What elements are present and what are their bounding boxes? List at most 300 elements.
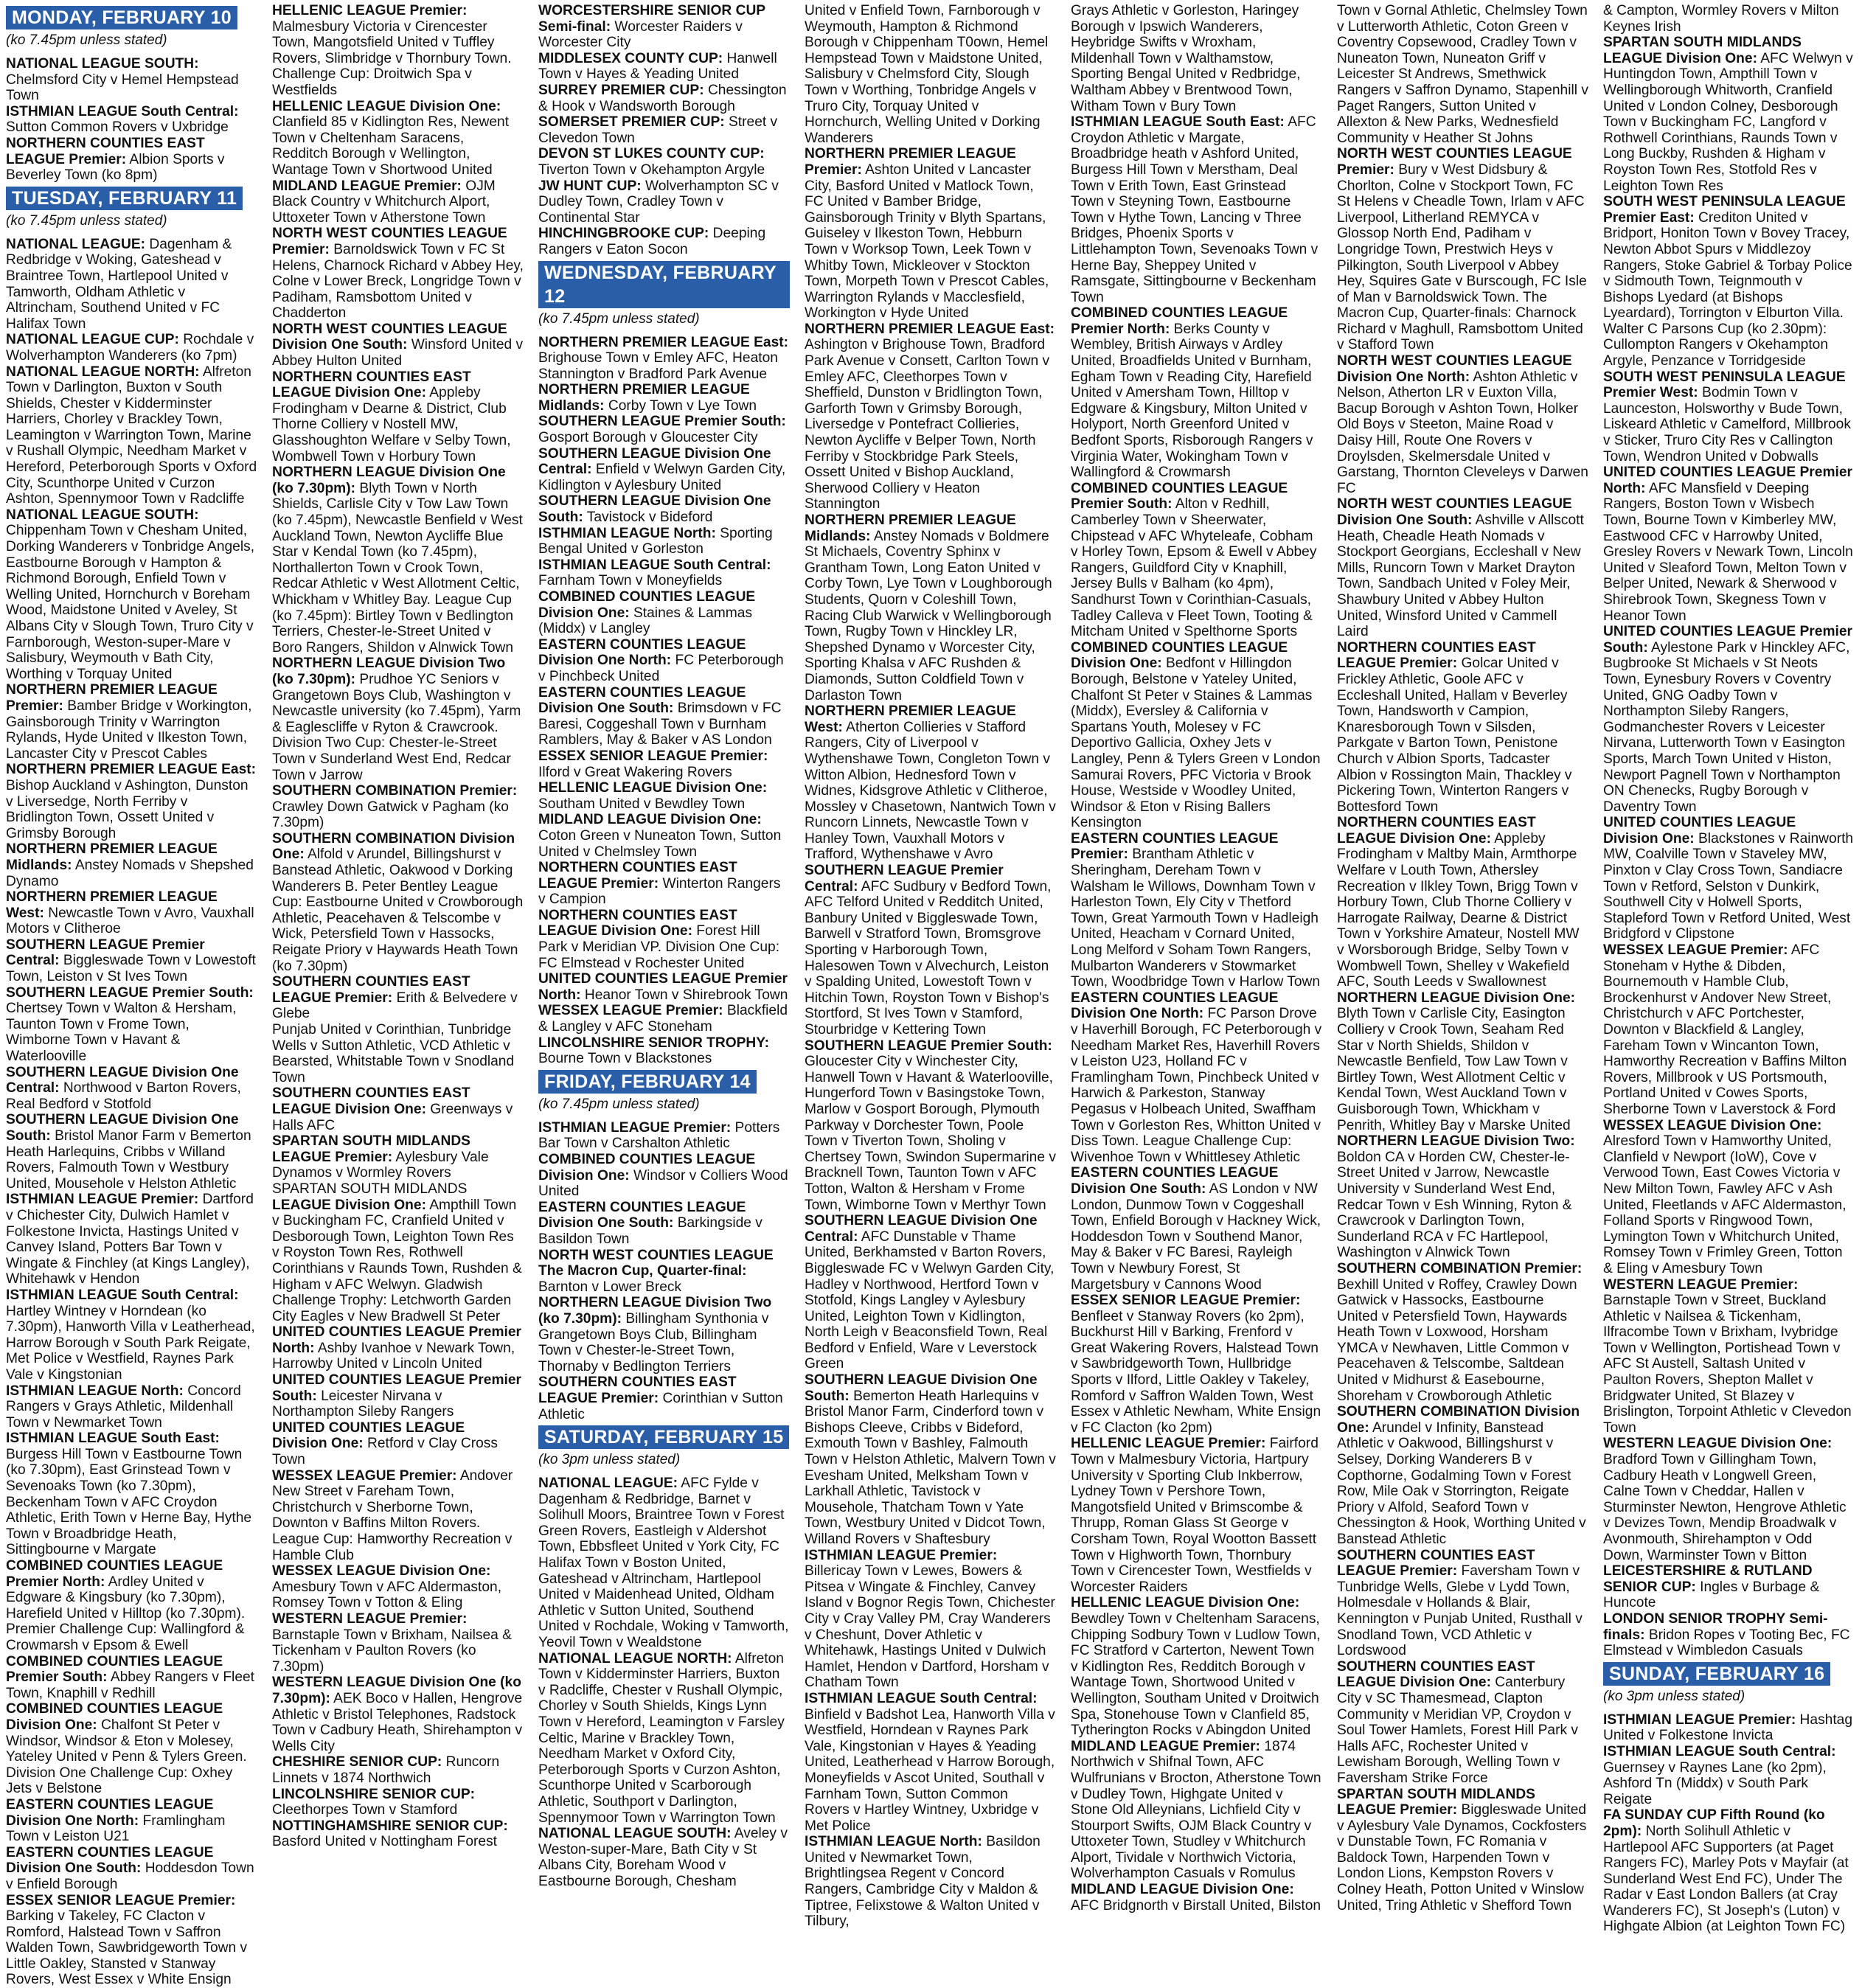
fixture-entry <box>1337 1133 1588 1261</box>
fixture-entry <box>272 1198 524 1325</box>
fixture-list: Binfield v Badshot Lea, Hanworth Villa v Westfield, Horndean v Raynes Park Vale, Kingstonian v Hayes & Yeading United, Leatherhead v Harrow Borough, Moneyfields v Ascot United, Southall v Farnham Town, Sutton Common Rovers v Hartley Wintney, Uxbridge v Met Police <box>805 1707 1055 1834</box>
fixture-entry <box>538 860 790 908</box>
competition-name: COMBINED COUNTIES LEAGUE Division One: <box>538 589 755 621</box>
competition-name: SOUTHERN COMBINATION Premier: <box>272 783 517 799</box>
fixture-list: Golcar United v Frickley Athletic, Goole AFC v Eccleshall United, Hallam v Beverley Town, Handsworth v Campion, Knaresborough Town v Silsden, Parkgate v Barton Town, Penistone Church v Albion Sports, Tadcaster Albion v Rossington Main, Thackley v Pickering Town, Winterton Rangers v Bottesford Town <box>1337 656 1572 814</box>
fixture-list: Town v Gornal Athletic, Chelmsley Town v Lutterworth Athletic, Coton Green v Coventry Copsewood, Cradley Town v Nuneaton Town, Nuneaton Griff v Leicester St Andrews, Smethwick Rangers v Saffron Dynamo, Stapenhill v Paget Rangers, Sutton United v Allexton & New Parks, Wednesfield Community v Heather St Johns <box>1337 3 1588 146</box>
fixture-list: Deeping Rangers v Eaton Socon <box>538 226 765 257</box>
fixture-list: Greenways v Halls AFC <box>272 1102 513 1133</box>
fixture-entry <box>1603 1611 1855 1659</box>
fixture-list: FC Peterborough v Pinchbeck United <box>538 653 784 684</box>
fixture-entry <box>538 1003 790 1035</box>
fixture-entry <box>272 1818 524 1850</box>
competition-name: EASTERN COUNTIES LEAGUE Division One South: <box>1071 1165 1278 1197</box>
competition-name: NORTHERN LEAGUE Division Two (ko 7.30pm): <box>272 656 505 687</box>
fixture-entry <box>1071 1882 1322 1914</box>
fixture-entry <box>1603 1563 1855 1611</box>
competition-name: DEVON ST LUKES COUNTY CUP: <box>538 146 765 161</box>
fixture-list: Alfreton Town v Kidderminster Harriers, Buxton v Radcliffe, Chester v Rushall Olympic, Chorley v South Shields, Kings Lynn Town v Hereford, Leamington v Farsley Celtic, Marine v Brackley Town, Needham Market v Oxford City, Peterborough Sports v Curzon Ashton, Scunthorpe United v Scarborough Athletic, Southport v Darlington, Spennymoor Town v Warrington Town <box>538 1651 785 1826</box>
fixture-list: Canterbury City v SC Thamesmead, Clapton Community v Meridian VP, Croydon v Soul Tower Hamlets, Forest Hill Park v Halls AFC, Rochester United v Lewisham Borough, Welling Town v Faversham Strike Force <box>1337 1675 1578 1786</box>
fixture-entry <box>538 748 790 780</box>
fixture-list: Newcastle Town v Avro, Vauxhall Motors v Clitheroe <box>6 906 254 937</box>
fixture-entry <box>272 1468 524 1564</box>
fixture-list: Bourne Town v Blackstones <box>538 1051 712 1066</box>
fixture-entry <box>6 937 257 985</box>
fixture-entry <box>805 703 1056 863</box>
fixtures-column-4 <box>805 3 1056 1888</box>
competition-name: SURREY PREMIER CUP: <box>538 83 704 98</box>
fixture-entry <box>1337 146 1588 353</box>
fixture-entry <box>6 841 257 889</box>
fixture-list: Sutton Common Rovers v Uxbridge <box>6 119 229 135</box>
competition-name: NOTTINGHAMSHIRE SENIOR CUP: <box>272 1818 508 1834</box>
competition-name: NORTHERN PREMIER LEAGUE Midlands: <box>805 512 1016 544</box>
fixture-entry <box>1603 815 1855 942</box>
fixture-list: Burgess Hill Town v Eastbourne Town (ko 7.30pm), East Grinstead Town v Sevenoaks Town (ko 7.30pm), Beckenham Town v AFC Croydon Athletic, Erith Town v Herne Bay, Hythe Town v Broadbridge Heath, Sittingbourne v Margate <box>6 1447 251 1558</box>
fixture-entry <box>538 114 790 146</box>
fixture-entry <box>805 1834 1056 1930</box>
day-block <box>6 3 257 49</box>
competition-name: NORTHERN PREMIER LEAGUE West: <box>805 703 1016 735</box>
fixture-entry <box>6 237 257 333</box>
fixture-list: Hanwell Town v Hayes & Yeading United <box>538 51 777 83</box>
competition-name: MIDLAND LEAGUE Division One: <box>1071 1882 1294 1897</box>
competition-name: SOUTHERN COUNTIES EAST LEAGUE Premier: <box>272 974 470 1006</box>
fixture-list: Alfreton Town v Darlington, Buxton v South Shields, Chester v Kidderminster Harriers, Chorley v Brackley Town, Leamington v Warrington Town, Marine v Rushall Olympic, Needham Market v Hereford, Peterborough Sports v Oxford City, Scunthorpe United v Curzon Ashton, Spennymoor Town v Radcliffe <box>6 364 257 507</box>
competition-name: NORTHERN PREMIER LEAGUE Premier: <box>6 682 218 714</box>
fixture-entry <box>538 226 790 257</box>
competition-name: ISTHMIAN LEAGUE North: <box>805 1834 982 1849</box>
fixture-entry <box>6 1845 257 1893</box>
fixture-list: Benfleet v Stanway Rovers (ko 2pm), Buckhurst Hill v Barking, Frenford v Great Wakering Rovers, Halstead Town v Sawbridgeworth Town, Hullbridge Sports v Ilford, Little Oakley v Takeley, Romford v Saffron Walden Town, West Essex v Athletic Newham, White Ensign v FC Clacton (ko 2pm) <box>1071 1309 1321 1436</box>
competition-name: ISTHMIAN LEAGUE South East: <box>1071 114 1285 130</box>
fixture-entry <box>272 1420 524 1468</box>
fixture-list: OJM Black Country v Whitchurch Alport, Uttoxeter Town v Atherstone Town <box>272 178 496 226</box>
fixture-list: Corby Town v Lye Town <box>605 398 757 414</box>
fixture-entry <box>538 685 790 748</box>
competition-name: NORTHERN COUNTIES EAST LEAGUE Premier: <box>1337 640 1536 672</box>
fixture-entry <box>538 812 790 860</box>
competition-name: CHESHIRE SENIOR CUP: <box>272 1754 442 1770</box>
fixture-list: Sporting Bengal United v Gorleston <box>538 526 773 557</box>
fixture-entry <box>6 1192 257 1287</box>
fixture-entry <box>1603 1277 1855 1436</box>
fixture-entry <box>805 1548 1056 1691</box>
competition-name: WESTERN LEAGUE Division One (ko 7.30pm): <box>272 1675 521 1706</box>
fixture-entry <box>6 1065 257 1113</box>
day-header: MONDAY, FEBRUARY 10 <box>6 6 237 29</box>
fixture-list: Atherton Collieries v Stafford Rangers, City of Liverpool v Wythenshawe Town, Congleton Town v Witton Albion, Hednesford Town v Widnes, Kidsgrove Athletic v Clitheroe, Mossley v Chasetown, Nantwich Town v Runcorn Linnets, Newcastle Town v Hanley Town, Vauxhall Motors v Trafford, Wythenshawe v Avro <box>805 720 1056 863</box>
fixture-list: Appleby Frodingham v Maltby Main, Armthorpe Welfare v Louth Town, Athersley Recreation v Ilkley Town, Brigg Town v Horbury Town, Club Thorne Colliery v Harrogate Railway, Dearne & District Town v Yorkshire Amateur, Nostell MW v Worsborough Bridge, Selby Town v Wombwell Town, Shelley v Wakefield AFC, South Leeds v Swallownest <box>1337 831 1579 990</box>
fixture-list: Hashtag United v Folkestone Invicta <box>1603 1712 1852 1744</box>
fixture-list: Barnstaple Town v Street, Buckland Athletic v Nailsea & Tickenham, Ilfracombe Town v Brixham, Ivybridge Town v Wellington, Portishead Town v AFC St Austell, Saltash United v Paulton Rovers, Shepton Mallet v Bridgwater United, St Blazey v Brislington, Torpoint Athletic v Clevedon Town <box>1603 1293 1852 1436</box>
fixture-entry <box>805 1372 1056 1548</box>
fixture-list: AFC Mansfield v Deeping Rangers, Boston Town v Wisbech Town, Bourne Town v Kimberley MW, Eastwood CFC v Harrowby United, Gresley Rovers v Newark Town, Lincoln United v Sleaford Town, Melton Town v Belper United, Newark & Sherwood v Shirebrook Town, Skegness Town v Heanor Town <box>1603 481 1853 624</box>
competition-name: NATIONAL LEAGUE NORTH: <box>538 1651 732 1666</box>
fixture-list: Blackstones v Rainworth MW, Coalville Town v Staveley MW, Pinxton v Clay Cross Town, Sandiacre Town v Retford, Selston v Dunkirk, Southwell City v Holwell Sports, Stapleford Town v Retford United, West Bridgford v Clipstone <box>1603 831 1853 942</box>
competition-name: SPARTAN SOUTH MIDLANDS LEAGUE Premier: <box>1337 1787 1535 1818</box>
fixture-list: Brighouse Town v Emley AFC, Heaton Stannington v Bradford Park Avenue <box>538 350 778 382</box>
competition-name: SOUTHERN LEAGUE Division One South: <box>538 493 771 525</box>
fixture-entry <box>538 414 790 445</box>
fixture-list: Bewdley Town v Cheltenham Saracens, Chipping Sodbury Town v Ludlow Town, FC Stratford v Carterton, Newent Town v Kidlington Res, Redditch Borough v Wantage Town, Shortwood United v Wellington, Southam United v Droitwich Spa, Stonehouse Town v Clanfield 85, Tytherington Rocks v Abingdon United <box>1071 1611 1320 1738</box>
competition-name: NORTH WEST COUNTIES LEAGUE Premier: <box>272 226 507 257</box>
competition-name: UNITED COUNTIES LEAGUE Division One: <box>272 1420 465 1452</box>
fixture-list: Amesbury Town v AFC Aldermaston, Romsey Town v Totton & Eling <box>272 1579 501 1611</box>
fixture-entry <box>1603 624 1855 815</box>
fixture-list: Southam United v Bewdley Town <box>538 796 745 812</box>
competition-name: EASTERN COUNTIES LEAGUE Division One South: <box>538 685 746 717</box>
fixture-list: Bodmin Town v Launceston, Holsworthy v Bude Town, Liskeard Athletic v Camelford, Millbrook v Sticker, Truro City Res v Callington Town, Wendron United v Dobwalls <box>1603 385 1851 464</box>
fixture-list: Framlingham Town v Leiston U21 <box>6 1813 225 1845</box>
competition-name: SOUTHERN LEAGUE Premier Central: <box>805 863 1004 894</box>
competition-name: SOUTHERN LEAGUE Division One Central: <box>805 1213 1038 1245</box>
competition-name: HELLENIC LEAGUE Division One: <box>272 99 501 114</box>
day-block <box>1603 1659 1855 1705</box>
competition-name: NORTHERN COUNTIES EAST LEAGUE Premier: <box>538 860 737 892</box>
fixture-list: Crawley Down Gatwick v Pagham (ko 7.30pm) <box>272 799 509 831</box>
fixture-entry <box>1071 1165 1322 1293</box>
fixture-entry <box>272 1754 524 1786</box>
fixture-entry <box>1603 1744 1855 1807</box>
fixture-list: North Solihull Athletic v Hartlepool AFC Supporters (at Paget Rangers FC), Marley Pots v Mayfair (at Sunderland West End FC), Under The Radar v East London Ballers (at Cray Wanderers FC), St Joseph's (Luton) v Highgate Albion (at Leighton Town FC) <box>1603 1824 1849 1935</box>
competition-name: EASTERN COUNTIES LEAGUE Division One South: <box>538 1200 746 1231</box>
fixture-list: Heanor Town v Shirebrook Town <box>581 987 788 1003</box>
competition-name: SOUTHERN COUNTIES EAST LEAGUE Premier: <box>538 1374 737 1406</box>
fixture-list: Bristol Manor Farm v Bemerton Heath Harlequins, Cribbs v Willand Rovers, Falmouth Town v Westbury United, Mousehole v Helston Athletic <box>6 1128 251 1192</box>
fixture-entry <box>538 493 790 525</box>
competition-name: ISTHMIAN LEAGUE Premier: <box>6 1192 198 1207</box>
fixture-entry <box>272 783 524 831</box>
competition-name: LONDON SENIOR TROPHY Semi-finals: <box>1603 1611 1828 1643</box>
fixture-entry <box>1071 1739 1322 1882</box>
fixture-entry <box>6 1383 257 1431</box>
competition-name: ISTHMIAN LEAGUE North: <box>6 1383 184 1399</box>
fixture-list: Biggleswade United v Aylesbury Vale Dynamos, Cockfosters v Dunstable Town, FC Romania v Baldock Town, Harpenden Town v London Lions, Kempston Rovers v Colney Heath, Potton United v Winslow United, Tring Athletic v Shefford Town <box>1337 1802 1586 1914</box>
fixture-list: Ashington v Brighouse Town, Bradford Park Avenue v Consett, Carlton Town v Emley AFC, Cleethorpes Town v Sheffield, Dunston v Bridlington Town, Garforth Town v Grimsby Borough, Liversedge v Pontefract Collieries, Newton Aycliffe v Belper Town, North Ferriby v Stockbridge Park Steels, Ossett United v Bishop Auckland, Sherwood Colliery v Heaton Stannington <box>805 337 1049 512</box>
competition-name: NORTHERN PREMIER LEAGUE Midlands: <box>538 382 750 414</box>
competition-name: WORCESTERSHIRE SENIOR CUP Semi-final: <box>538 3 765 35</box>
fixture-entry <box>1071 114 1322 305</box>
competition-name: SOUTHERN LEAGUE Division One South: <box>6 1112 239 1144</box>
fixture-entry <box>538 557 790 589</box>
fixture-list: Basildon United v Newmarket Town, Brightlingsea Regent v Concord Rangers, Cambridge City v Maldon & Tiptree, Felixstowe & Walton United v Tilbury, <box>805 1834 1041 1929</box>
fixture-list: Berks County v Wembley, British Airways v Ardley United, Broadfields United v Burnham, Egham Town v Reading City, Harefield United v Amersham Town, Hilltop v Edgware & Kingsbury, Milton United v Holyport, North Greenford United v Bedfont Sports, Risborough Rangers v Virginia Water, Wokingham Town v Wallingford & Crowmarsh <box>1071 322 1313 480</box>
fixture-entry <box>1337 1659 1588 1787</box>
fixture-entry <box>272 656 524 783</box>
fixture-entry <box>6 1797 257 1845</box>
fixture-list: United v Enfield Town, Farnborough v Weymouth, Hampton & Richmond Borough v Chippenham T0own, Hemel Hempstead Town v Maidstone United, Salisbury v Chelmsford City, Slough Town v Worthing, Tonbridge Angels v Truro City, Torquay United v Hornchurch, Welling United v Dorking Wanderers <box>805 3 1048 146</box>
fixture-list: Aylesbury Vale Dynamos v Wormley Rovers <box>272 1150 489 1181</box>
competition-name: COMBINED COUNTIES LEAGUE Division One: <box>6 1701 223 1733</box>
competition-name: SOUTHERN LEAGUE Premier South: <box>805 1038 1052 1054</box>
fixture-entry <box>272 1324 524 1372</box>
kickoff-note: (ko 7.45pm unless stated) <box>538 1096 790 1113</box>
kickoff-note: (ko 7.45pm unless stated) <box>6 213 257 229</box>
competition-name: LINCOLNSHIRE SENIOR TROPHY: <box>538 1035 769 1051</box>
competition-name: SOUTHERN LEAGUE Division One Central: <box>6 1065 239 1096</box>
fixture-entry <box>6 104 257 136</box>
fixture-entry <box>538 335 790 383</box>
fixture-entry <box>6 1431 257 1558</box>
fixture-list: Barnton v Lower Breck <box>538 1279 681 1295</box>
fixture-entry <box>1337 1787 1588 1914</box>
competition-name: NORTH WEST COUNTIES LEAGUE Division One South: <box>272 322 507 353</box>
fixture-list: AFC Welwyn v Huntingdon Town, Ampthill Town v Wellingborough Whitworth, Cranfield United v London Colney, Desborough Town v Buckingham FC, Langford v Rothwell Corinthians, Raunds Town v Long Buckby, Rushden & Higham v Royston Town Res, Stotfold Res v Leighton Town Res <box>1603 51 1853 194</box>
competition-name: WESSEX LEAGUE Premier: <box>538 1003 723 1018</box>
fixture-list: Forest Hill Park v Meridian VP. Division One Cup: FC Elmstead v Rochester United <box>538 923 779 970</box>
fixtures-column-7 <box>1603 3 1855 1888</box>
competition-name: COMBINED COUNTIES LEAGUE Division One: <box>1071 640 1288 672</box>
competition-name: HELLENIC LEAGUE Division One: <box>1071 1595 1299 1610</box>
fixture-list: Corinthian v Sutton Athletic <box>538 1391 783 1422</box>
fixture-entry <box>6 1112 257 1192</box>
competition-name: NORTHERN PREMIER LEAGUE West: <box>6 889 218 921</box>
fixture-entry <box>1337 496 1588 639</box>
competition-name: MIDLAND LEAGUE Premier: <box>272 178 462 194</box>
competition-name: SOUTHERN LEAGUE Division One South: <box>805 1372 1038 1404</box>
fixture-entry <box>805 146 1056 322</box>
fixture-entry <box>1071 1436 1322 1595</box>
competition-name: FA SUNDAY CUP Fifth Round (ko 2pm): <box>1603 1807 1825 1839</box>
fixture-list: Bishop Auckland v Ashington, Dunston v Liversedge, North Ferriby v Bridlington Town, Ossett United v Grimsby Borough <box>6 778 249 841</box>
fixture-list: Blyth Town v North Shields, Carlisle City v Tow Law Town (ko 7.45pm), Newcastle Benfield v West Auckland Town, Newton Aycliffe Blue Star v Kendal Town (ko 7.45pm), Northallerton Town v Crook Town, Redcar Athletic v West Allotment Celtic, Whickham v Whitley Bay. League Cup (ko 7.45pm): Birtley Town v Bedlington Terriers, Chester-le-Street United v Boro Rangers, Shildon v Alnwick Town <box>272 481 523 656</box>
fixture-entry <box>1071 990 1322 1166</box>
fixture-entry <box>1337 1404 1588 1547</box>
fixture-entry <box>1603 1118 1855 1277</box>
fixture-list: Aylestone Park v Hinckley AFC, Bugbrooke St Michaels v St Neots Town, Eynesbury Rovers v Coventry United, GNG Oadby Town v Northampton Sileby Rangers, Godmanchester Rovers v Leicester Nirvana, Lutterworth Town v Easington Sports, March Town United v Histon, Newport Pagnell Town v Northampton ON Chenecks, Rugby Borough v Daventry Town <box>1603 640 1849 815</box>
fixture-entry <box>1337 1548 1588 1659</box>
fixture-list: Erith & Belvedere v Glebe <box>272 990 518 1022</box>
fixture-entry <box>1337 990 1588 1133</box>
fixture-entry <box>1071 3 1322 114</box>
fixture-list: Fairford Town v Malmesbury Victoria, Hartpury University v Sporting Club Inkberrow, Lydney Town v Pershore Town, Mangotsfield United v Brimscombe & Thrupp, Roman Glass St George v Corsham Town, Royal Wootton Bassett Town v Highworth Town, Thornbury Town v Cirencester Town, Westfields v Worcester Raiders <box>1071 1436 1319 1594</box>
competition-name: WESSEX LEAGUE Division One: <box>1603 1118 1821 1133</box>
competition-name: NATIONAL LEAGUE SOUTH: <box>538 1826 732 1841</box>
fixture-entry <box>538 446 790 494</box>
fixture-list: Blyth Town v Carlisle City, Easington Colliery v Crook Town, Seaham Red Star v North Shields, Shildon v Newcastle Benfield, Tow Law Town v Birtley Town, West Allotment Celtic v Kendal Town, West Auckland Town v Guisborough Town, Whickham v Penrith, Whitley Bay v Marske United <box>1337 1006 1571 1133</box>
fixture-list: Dartford v Chichester City, Dulwich Hamlet v Folkestone Invicta, Hastings United v Canvey Island, Potters Bar Town v Wingate & Finchley (at Kings Langley), Whitehawk v Hendon <box>6 1192 254 1287</box>
fixture-entry <box>538 1295 790 1374</box>
fixture-list: AFC Fylde v Dagenham & Redbridge, Barnet v Solihull Moors, Braintree Town v Forest Green Rovers, Eastleigh v Aldershot Town, Ebbsfleet United v York City, FC Halifax Town v Boston United, Gateshead v Altrincham, Hartlepool United v Maidenhead United, Oldham Athletic v Sutton United, Southend United v Rochdale, Woking v Tamworth, Yeovil Town v Wealdstone <box>538 1476 789 1650</box>
competition-name: EASTERN COUNTIES LEAGUE Division One North: <box>1071 990 1278 1022</box>
fixture-list: Bemerton Heath Harlequins v Bristol Manor Farm, Cinderford town v Bishops Cleeve, Cribbs v Bideford, Exmouth Town v Bashley, Falmouth Town v Helston Athletic, Malvern Town v Evesham United, Melksham Town v Larkhall Athletic, Tavistock v Mousehole, Thatcham Town v Yate Town, Westbury United v Didcot Town, Willand Rovers v Shaftesbury <box>805 1389 1056 1547</box>
fixture-entry <box>805 3 1056 146</box>
fixture-entry <box>538 1476 790 1651</box>
competition-name: MIDLAND LEAGUE Premier: <box>1071 1739 1260 1754</box>
competition-name: SOMERSET PREMIER CUP: <box>538 114 725 130</box>
competition-name: SOUTHERN LEAGUE Premier South: <box>6 985 254 1001</box>
fixture-list: Andover New Street v Fareham Town, Christchurch v Sherborne Town, Downton v Baffins Milton Rovers. League Cup: Hamworthy Recreation v Hamble Club <box>272 1468 513 1563</box>
fixture-entry <box>538 1035 790 1067</box>
fixture-list: Chalfont St Peter v Windsor, Windsor & Eton v Molesey, Yateley United v Penn & Tylers Green. Division One Challenge Cup: Oxhey Jets v Belstone <box>6 1717 247 1796</box>
competition-name: SOUTH WEST PENINSULA LEAGUE Premier West: <box>1603 369 1846 401</box>
fixture-entry <box>805 1213 1056 1372</box>
fixture-entry <box>1603 465 1855 624</box>
kickoff-note: (ko 3pm unless stated) <box>1603 1689 1855 1705</box>
fixture-entry <box>538 1152 790 1200</box>
fixture-entry <box>6 762 257 841</box>
fixture-list: Northwood v Barton Rovers, Real Bedford v Stotfold <box>6 1080 241 1112</box>
fixture-list: Alresford Town v Hamworthy United, Clanfield v Newport (IoW), Cove v Verwood Town, East Cowes Victoria v New Milton Town, Fawley AFC v Ash United, Fleetlands v AFC Aldermaston, Folland Sports v Ringwood Town, Lymington Town v Whitchurch United, Romsey Town v Frimley Green, Totton & Eling v Amesbury Town <box>1603 1133 1847 1276</box>
competition-name: NORTHERN PREMIER LEAGUE Midlands: <box>6 841 218 873</box>
fixture-entry <box>538 908 790 971</box>
fixture-entry <box>272 99 524 178</box>
competition-name: WESTERN LEAGUE Premier: <box>272 1611 467 1627</box>
competition-name: WESSEX LEAGUE Division One: <box>272 1563 490 1579</box>
competition-name: SOUTHERN COMBINATION Division One: <box>1337 1404 1580 1436</box>
competition-name: ISTHMIAN LEAGUE South Central: <box>6 1287 239 1303</box>
fixture-entry <box>805 322 1056 512</box>
fixture-entry <box>1603 1807 1855 1935</box>
fixture-entry <box>6 332 257 364</box>
fixture-entry <box>272 178 524 226</box>
fixture-list: Punjab United v Corinthian, Tunbridge Wells v Sutton Athletic, VCD Athletic v Bearsted, Whitstable Town v Snodland Town <box>272 1022 514 1085</box>
fixture-list: Ingles v Burbage & Huncote <box>1603 1579 1819 1611</box>
fixture-list: Basford United v Nottingham Forest <box>272 1834 497 1849</box>
competition-name: NORTHERN PREMIER LEAGUE East: <box>538 335 788 350</box>
day-block <box>538 1067 790 1113</box>
fixture-list: Barkingside v Basildon Town <box>538 1215 762 1247</box>
competition-name: HINCHINGBROOKE CUP: <box>538 226 709 241</box>
fixture-entry <box>6 682 257 762</box>
fixture-entry <box>538 526 790 557</box>
competition-name: LEAGUE Division One: <box>272 1198 426 1213</box>
fixture-entry <box>6 889 257 937</box>
competition-name: ISTHMIAN LEAGUE South Central: <box>805 1691 1038 1706</box>
competition-name: NORTHERN PREMIER LEAGUE East: <box>6 762 256 777</box>
competition-name: NATIONAL LEAGUE CUP: <box>6 332 179 347</box>
fixture-list: Cleethorpes Town v Stamford <box>272 1802 457 1818</box>
fixture-entry <box>272 831 524 974</box>
fixture-entry <box>272 1611 524 1675</box>
fixture-list: Chessington & Hook v Wandsworth Borough <box>538 83 787 114</box>
fixture-entry <box>538 637 790 685</box>
fixture-entry <box>538 1120 790 1152</box>
competition-name: NORTH WEST COUNTIES LEAGUE Division One North: <box>1337 353 1572 385</box>
fixture-list: Runcorn Linnets v 1874 Northwich <box>272 1754 499 1786</box>
competition-name: NATIONAL LEAGUE SOUTH: <box>6 507 199 523</box>
fixture-entry <box>1071 1595 1322 1738</box>
fixture-entry <box>1603 194 1855 369</box>
fixture-list: Winsford United v Abbey Hulton United <box>272 337 523 369</box>
fixture-list: Barnoldswick Town v FC St Helens, Charnock Richard v Abbey Hey, Colne v Lower Breck, Longridge Town v Padiham, Ramsbottom United v Chadderton <box>272 242 524 321</box>
fixture-list: AFC Sudbury v Bedford Town, AFC Telford United v Redditch United, Banbury United v Biggleswade Town, Barwell v Stratford Town, Bromsgrove Sporting v Harborough Town, Halesowen Town v Alvechurch, Leiston v Spalding United, Lowestoft Town v Hitchin Town, Royston Town v Bishop's Stortford, St Ives Town v Stamford, Stourbridge v Kettering Town <box>805 879 1052 1038</box>
competition-name: SOUTHERN COUNTIES EAST LEAGUE Premier: <box>1337 1548 1535 1579</box>
competition-name: MIDDLESEX COUNTY CUP: <box>538 51 723 66</box>
fixture-entry <box>272 1133 524 1181</box>
competition-name: NORTHERN LEAGUE Division One (ko 7.30pm): <box>272 465 506 496</box>
fixture-list: Alfold v Arundel, Billingshurst v Banstead Athletic, Oakwood v Dorking Wanderers B. Peter Bentley League Cup: Eastbourne United v Crowborough Athletic, Peacehaven & Telscombe v Wick, Petersfield Town v Hassocks, Reigate Priory v Haywards Heath Town (ko 7.30pm) <box>272 847 523 973</box>
fixture-entry <box>538 780 790 812</box>
competition-name: ISTHMIAN LEAGUE North: <box>538 526 716 541</box>
competition-name: WESSEX LEAGUE Premier: <box>272 1468 457 1484</box>
fixture-entry <box>6 1701 257 1797</box>
competition-name: NORTHERN PREMIER LEAGUE Premier: <box>805 146 1016 178</box>
fixture-entry <box>272 1181 524 1198</box>
competition-name: SOUTH WEST PENINSULA LEAGUE Premier East: <box>1603 194 1846 226</box>
competition-name: MIDLAND LEAGUE Division One: <box>538 812 762 827</box>
fixture-list: Guernsey v Raynes Lane (ko 2pm), Ashford Tn (Middx) v South Park Reigate <box>1603 1760 1827 1807</box>
fixture-entry <box>6 1654 257 1702</box>
fixture-list: Brimsdown v FC Baresi, Coggeshall Town v Burnham Ramblers, May & Baker v AS London <box>538 701 781 748</box>
competition-name: ISTHMIAN LEAGUE Premier: <box>1603 1712 1796 1728</box>
fixtures-column-2 <box>272 3 524 1888</box>
competition-name: NORTHERN PREMIER LEAGUE East: <box>805 322 1055 337</box>
fixture-entry <box>805 512 1056 703</box>
fixture-list: Clanfield 85 v Kidlington Res, Newent Town v Cheltenham Saracens, Redditch Borough v Wellington, Wantage Town v Shortwood United <box>272 114 509 178</box>
fixture-entry <box>6 1558 257 1654</box>
competition-name: ISTHMIAN LEAGUE South East: <box>6 1431 220 1446</box>
competition-name: NORTH WEST COUNTIES LEAGUE The Macron Cup, Quarter-final: <box>538 1248 774 1279</box>
fixture-list: Aveley v Weston-super-Mare, Bath City v St Albans City, Boreham Wood v Eastbourne Borough, Chesham <box>538 1826 788 1889</box>
fixture-entry <box>1603 3 1855 35</box>
day-block <box>538 258 790 327</box>
fixture-list: AS London v NW London, Dunmow Town v Coggeshall Town, Enfield Borough v Hackney Wick, Hoddesdon Town v Southend Manor, May & Baker v FC Baresi, Rayleigh Town v Newbury Forest, St Margetsbury v Cannons Wood <box>1071 1181 1321 1293</box>
fixture-entry <box>538 589 790 637</box>
fixture-list: Bamber Bridge v Workington, Gainsborough Trinity v Warrington Rylands, Hyde United v Ilkeston Town, Lancaster City v Prescot Cables <box>6 698 251 762</box>
fixture-entry <box>272 1675 524 1754</box>
fixture-entry <box>272 3 524 99</box>
fixture-entry <box>1337 640 1588 816</box>
fixture-entry <box>1603 35 1855 194</box>
fixture-list: SPARTAN SOUTH MIDLANDS <box>272 1181 467 1197</box>
fixture-entry <box>272 322 524 369</box>
fixtures-column-1 <box>6 3 257 1888</box>
competition-name: ISTHMIAN LEAGUE Premier: <box>805 1548 997 1563</box>
fixture-entry <box>6 136 257 184</box>
fixture-list: Enfield v Welwyn Garden City, Kidlington v Aylesbury United <box>538 462 785 493</box>
fixture-list: Leicester Nirvana v Northampton Sileby Rangers <box>272 1389 454 1420</box>
fixture-entry <box>6 1893 257 1988</box>
competition-name: ESSEX SENIOR LEAGUE Premier: <box>538 748 768 764</box>
fixture-list: Grays Athletic v Gorleston, Haringey Borough v Ipswich Wanderers, Heybridge Swifts v Wroxham, Mildenhall Town v Walthamstow, Sporting Bengal United v Redbridge, Waltham Abbey v Brentwood Town, Witham Town v Bury Town <box>1071 3 1300 114</box>
fixture-entry <box>6 56 257 104</box>
fixture-list: Farnham Town v Moneyfields <box>538 573 722 588</box>
fixture-entry <box>1337 3 1588 146</box>
fixture-list: Ashville v Allscott Heath, Cheadle Heath Nomads v Stockport Georgians, Eccleshall v New Mills, Runcorn Town v Market Drayton Town, Sandbach United v Foley Meir, Shawbury United v Abbey Hulton United, Winsford United v Cammell Laird <box>1337 512 1584 639</box>
competition-name: JW HUNT CUP: <box>538 178 642 194</box>
fixture-list: Chertsey Town v Walton & Hersham, Taunton Town v Frome Town, Wimborne Town v Havant & Waterlooville <box>6 1001 236 1064</box>
fixture-list: Tiverton Town v Okehampton Argyle <box>538 162 765 178</box>
kickoff-note: (ko 7.45pm unless stated) <box>538 311 790 327</box>
fixture-entry <box>538 146 790 178</box>
fixtures-column-3 <box>538 3 790 1888</box>
competition-name: SOUTHERN COMBINATION Division One: <box>272 831 515 863</box>
competition-name: COMBINED COUNTIES LEAGUE Premier South: <box>6 1654 223 1686</box>
fixture-entry <box>1071 305 1322 481</box>
fixture-list: Billingham Synthonia v Grangetown Boys Club, Billingham Town v Chester-le-Street Town, Thornaby v Bedlington Terriers <box>538 1311 768 1374</box>
fixture-entry <box>1071 481 1322 640</box>
fixtures-column-5 <box>1071 3 1322 1888</box>
fixture-list: Gloucester City v Winchester City, Hanwell Town v Havant & Waterlooville, Hungerford Town v Basingstoke Town, Marlow v Gosport Borough, Plymouth Parkway v Dorchester Town, Poole Town v Tiverton Town, Sholing v Chertsey Town, Swindon Supermarine v Bracknell Town, Taunton Town v AFC Totton, Walton & Hersham v Frome Town, Wimborne Town v Merthyr Town <box>805 1054 1056 1212</box>
competition-name: NORTHERN LEAGUE Division Two: <box>1337 1133 1575 1149</box>
fixture-list: AFC Croydon Athletic v Margate, Broadbridge heath v Ashford United, Burgess Hill Town v Merstham, Deal Town v Erith Town, East Grinstead Town v Steyning Town, Eastbourne Town v Hythe Town, Lancing v Three Bridges, Phoenix Sports v Littlehampton Town, Sevenoaks Town v Herne Bay, Sheppey United v Ramsgate, Sittingbourne v Beckenham Town <box>1071 114 1318 305</box>
fixture-entry <box>1071 1293 1322 1436</box>
competition-name: NORTHERN COUNTIES EAST LEAGUE Division One: <box>1337 815 1536 847</box>
fixture-list: Hartley Wintney v Horndean (ko 7.30pm), Hanworth Villa v Leatherhead, Harrow Borough v South Park Reigate, Met Police v Westfield, Raynes Park Vale v Kingstonian <box>6 1304 255 1383</box>
competition-name: ISTHMIAN LEAGUE South Central: <box>1603 1744 1836 1759</box>
fixture-list: Bury v West Didsbury & Chorlton, Colne v Stockport Town, FC St Helens v Cheadle Town, Irlam v AFC Liverpool, Litherland REMYCA v Glossop North End, Padiham v Longridge Town, Prestwich Heys v Pilkington, South Liverpool v Abbey Hey, Squires Gate v Burscough, FC Isle of Man v Barnoldswick Town. The Macron Cup, Quarter-finals: Charnock Richard v Maghull, Ramsbottom United v Stafford Town <box>1337 162 1587 353</box>
fixture-entry <box>1603 1436 1855 1563</box>
fixture-list: AEK Boco v Hallen, Hengrove Athletic v Bristol Telephones, Radstock Town v Cadbury Heath, Shirehampton v Wells City <box>272 1691 522 1754</box>
competition-name: NORTHERN LEAGUE Division One: <box>1337 990 1575 1006</box>
fixture-list: Barnstaple Town v Brixham, Nailsea & Tickenham v Paulton Rovers (ko 7.30pm) <box>272 1627 512 1675</box>
competition-name: HELLENIC LEAGUE Premier: <box>1071 1436 1265 1451</box>
fixture-entry <box>272 1022 524 1085</box>
competition-name: WESTERN LEAGUE Premier: <box>1603 1277 1798 1293</box>
competition-name: NATIONAL LEAGUE: <box>6 237 145 252</box>
